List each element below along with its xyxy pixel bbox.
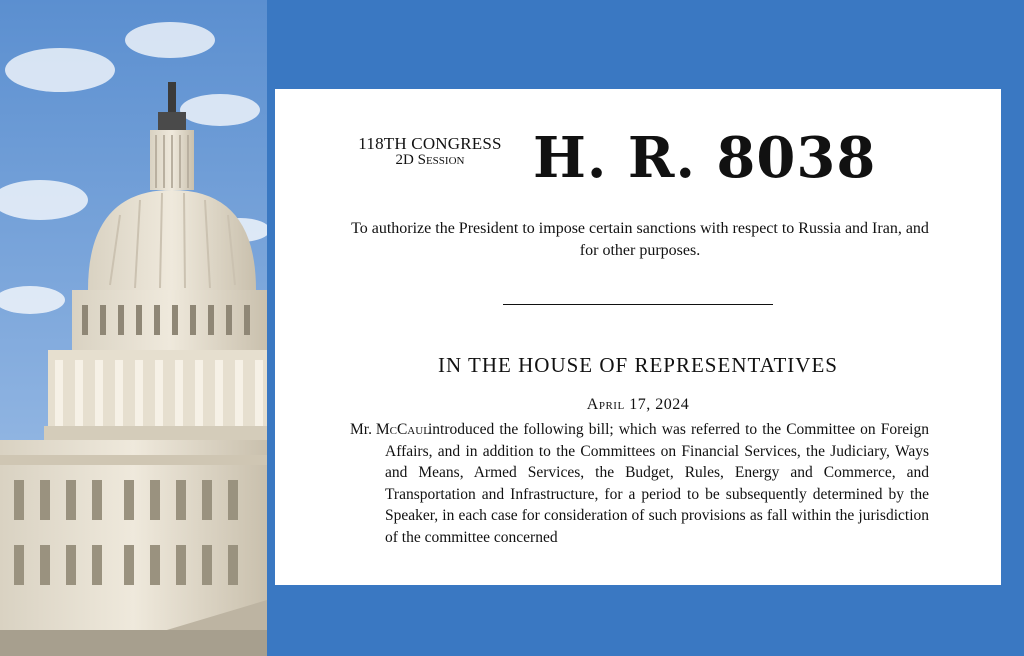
introduction-paragraph: [350, 419, 929, 548]
capitol-photo: [0, 0, 267, 656]
introduction-text: introduced the following bill; which was referred to the Committee on Foreign Affairs, and in addition to the Committees on Financial Services, the Judiciary, Ways and Means, Armed Services, the Budget, Rules, Energy and Commerce, and Transportation and Infrastructure, for a period to be subsequently determined by the Speaker, in each case for consideration of such provisions as fall within the jurisdiction of the committee concerned: [385, 421, 929, 546]
congress-session-block: [345, 135, 515, 169]
sponsor: [350, 419, 430, 441]
session-number: 2D Session: [395, 151, 465, 168]
chamber-heading: IN THE HOUSE OF REPRESENTATIVES: [438, 353, 838, 377]
divider: [503, 304, 773, 305]
bill-document: [275, 89, 1001, 585]
introduction-date: April 17, 2024: [586, 396, 690, 413]
congress-number: 118TH CONGRESS: [358, 134, 502, 153]
bill-number: H. R. 8038: [533, 125, 877, 191]
bill-title: To authorize the President to impose certain sanctions with respect to Russia and Iran, and for other purposes.: [351, 220, 929, 259]
sponsor-name: McCaul: [375, 421, 430, 438]
sponsor-prefix: Mr.: [350, 421, 372, 438]
